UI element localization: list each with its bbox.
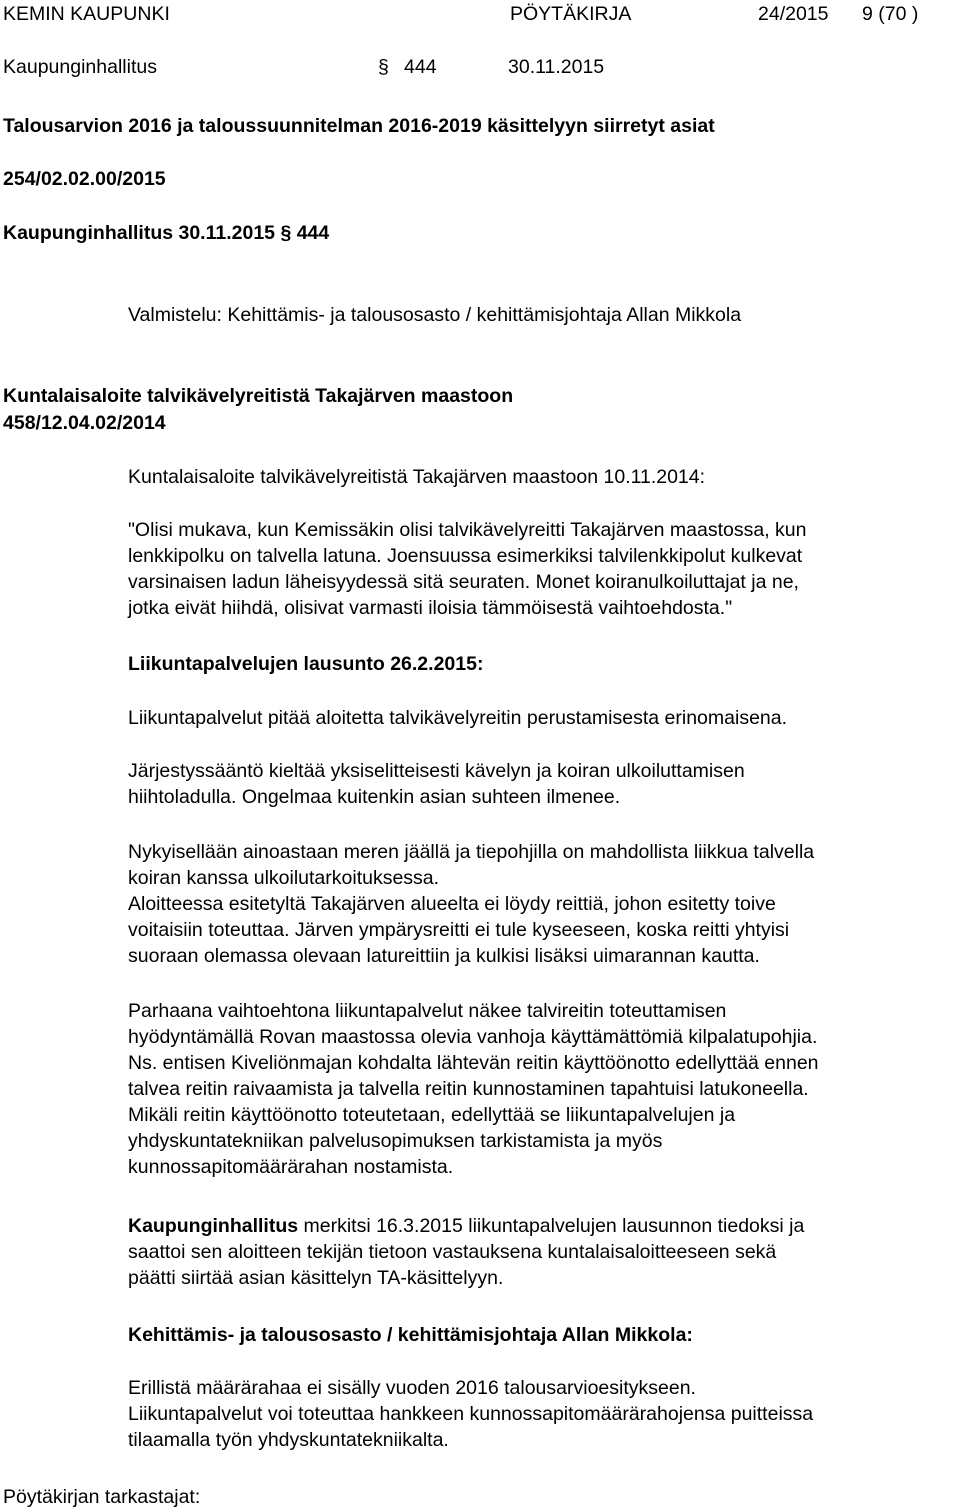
- meeting-date: 30.11.2015: [508, 56, 605, 78]
- initiative-quote: [128, 517, 953, 621]
- document-type: PÖYTÄKIRJA: [510, 3, 632, 25]
- statement-paragraph-3: [128, 839, 953, 969]
- decision-first-line: Kaupunginhallitus merkitsi 16.3.2015 liikuntapalvelujen lausunnon tiedoksi ja: [128, 1215, 805, 1237]
- section-number: 444: [404, 56, 437, 78]
- quote-line: jotka eivät hiihdä, olisivat varmasti iloisia tämmöisestä vaihtoehdosta.": [128, 597, 733, 619]
- paragraph-line: kunnossapitomäärärahan nostamista.: [128, 1156, 454, 1178]
- statement-paragraph-4: [128, 998, 953, 1180]
- statement-paragraph-1: [128, 705, 953, 731]
- paragraph-line: Erillistä määrärahaa ei sisälly vuoden 2016 talousarvioesitykseen.: [128, 1377, 696, 1399]
- initiative-record-number: 458/12.04.02/2014: [3, 412, 166, 434]
- document-number: 24/2015: [758, 3, 829, 25]
- meeting-reference: Kaupunginhallitus 30.11.2015 § 444: [3, 222, 330, 244]
- case-record-number: 254/02.02.00/2015: [3, 168, 166, 190]
- paragraph-line: päätti siirtää asian käsittelyn TA-käsittelyyn.: [128, 1267, 504, 1289]
- quote-line: lenkkipolku on talvella latuna. Joensuussa esimerkiksi talvilenkkipolut kulkevat: [128, 545, 803, 567]
- statement-heading: Liikuntapalvelujen lausunto 26.2.2015:: [128, 653, 484, 675]
- paragraph-line: Ns. entisen Kiveliönmajan kohdalta lähtevän reitin käyttöönotto edellyttää ennen: [128, 1052, 819, 1074]
- preparation-line: Valmistelu: Kehittämis- ja talousosasto / kehittämisjohtaja Allan Mikkola: [128, 304, 742, 326]
- paragraph-line: Järjestyssääntö kieltää yksiselitteisesti kävelyn ja koiran ulkoiluttamisen: [128, 760, 745, 782]
- initiative-title: Kuntalaisaloite talvikävelyreitistä Takajärven maastoon: [3, 385, 514, 407]
- paragraph-line: Aloitteessa esitetyltä Takajärven alueelta ei löydy reittiä, johon esitetty toive: [128, 893, 776, 915]
- section-symbol: §: [378, 56, 389, 78]
- paragraph-line: Liikuntapalvelut voi toteuttaa hankkeen kunnossapitomäärärahojensa puitteissa: [128, 1403, 814, 1425]
- initiative-intro: Kuntalaisaloite talvikävelyreitistä Takajärven maastoon 10.11.2014:: [128, 466, 706, 488]
- paragraph-line: Parhaana vaihtoehtona liikuntapalvelut näkee talvireitin toteuttamisen: [128, 1000, 727, 1022]
- page-number: 9 (70 ): [862, 3, 919, 25]
- statement-paragraph-2: [128, 758, 953, 810]
- paragraph-line: Nykyisellään ainoastaan meren jäällä ja tiepohjilla on mahdollista liikkua talvella: [128, 841, 815, 863]
- proposal-heading: Kehittämis- ja talousosasto / kehittämisjohtaja Allan Mikkola:: [128, 1324, 693, 1346]
- paragraph-line: voitaisiin toteuttaa. Järven ympärysreitti ei tule kyseeseen, koska reitti yhtyisi: [128, 919, 790, 941]
- proposal-paragraph: [128, 1375, 953, 1453]
- paragraph-line: Liikuntapalvelut pitää aloitetta talvikävelyreitin perustamisesta erinomaisena.: [128, 707, 788, 729]
- paragraph-line: saattoi sen aloitteen tekijän tietoon vastauksena kuntalaisaloitteeseen sekä: [128, 1241, 777, 1263]
- quote-line: "Olisi mukava, kun Kemissäkin olisi talvikävelyreitti Takajärven maastossa, kun: [128, 519, 807, 541]
- case-title: Talousarvion 2016 ja taloussuunnitelman 2016-2019 käsittelyyn siirretyt asiat: [3, 115, 715, 137]
- paragraph-line: hyödyntämällä Rovan maastossa olevia vanhoja käyttämättömiä kilpalatupohjia.: [128, 1026, 818, 1048]
- paragraph-line: koiran kanssa ulkoilutarkoituksessa.: [128, 867, 440, 889]
- meeting-body: Kaupunginhallitus: [3, 56, 157, 78]
- paragraph-line: yhdyskuntatekniikan palvelusopimuksen tarkistamista ja myös: [128, 1130, 663, 1152]
- section-symbol-inline: §: [280, 222, 292, 244]
- paragraph-line: Mikäli reitin käyttöönotto toteutetaan, edellyttää se liikuntapalvelujen ja: [128, 1104, 736, 1126]
- reviewers-label: Pöytäkirjan tarkastajat:: [3, 1486, 201, 1508]
- decision-paragraph: [128, 1213, 953, 1291]
- paragraph-line: suoraan olemassa olevaan latureittiin ja kulkisi lisäksi uimarannan kautta.: [128, 945, 760, 967]
- paragraph-line: tilaamalla työn yhdyskuntatekniikalta.: [128, 1429, 449, 1451]
- city-name: KEMIN KAUPUNKI: [3, 3, 170, 25]
- decision-board: Kaupunginhallitus: [128, 1215, 299, 1237]
- paragraph-line: hiihtoladulla. Ongelmaa kuitenkin asian suhteen ilmenee.: [128, 786, 621, 808]
- paragraph-line: talvea reitin raivaamista ja talvella reitin kunnostaminen tapahtuisi latukoneella.: [128, 1078, 809, 1100]
- quote-line: varsinaisen ladun läheisyydessä sitä seuraten. Monet koiranulkoiluttajat ja ne,: [128, 571, 799, 593]
